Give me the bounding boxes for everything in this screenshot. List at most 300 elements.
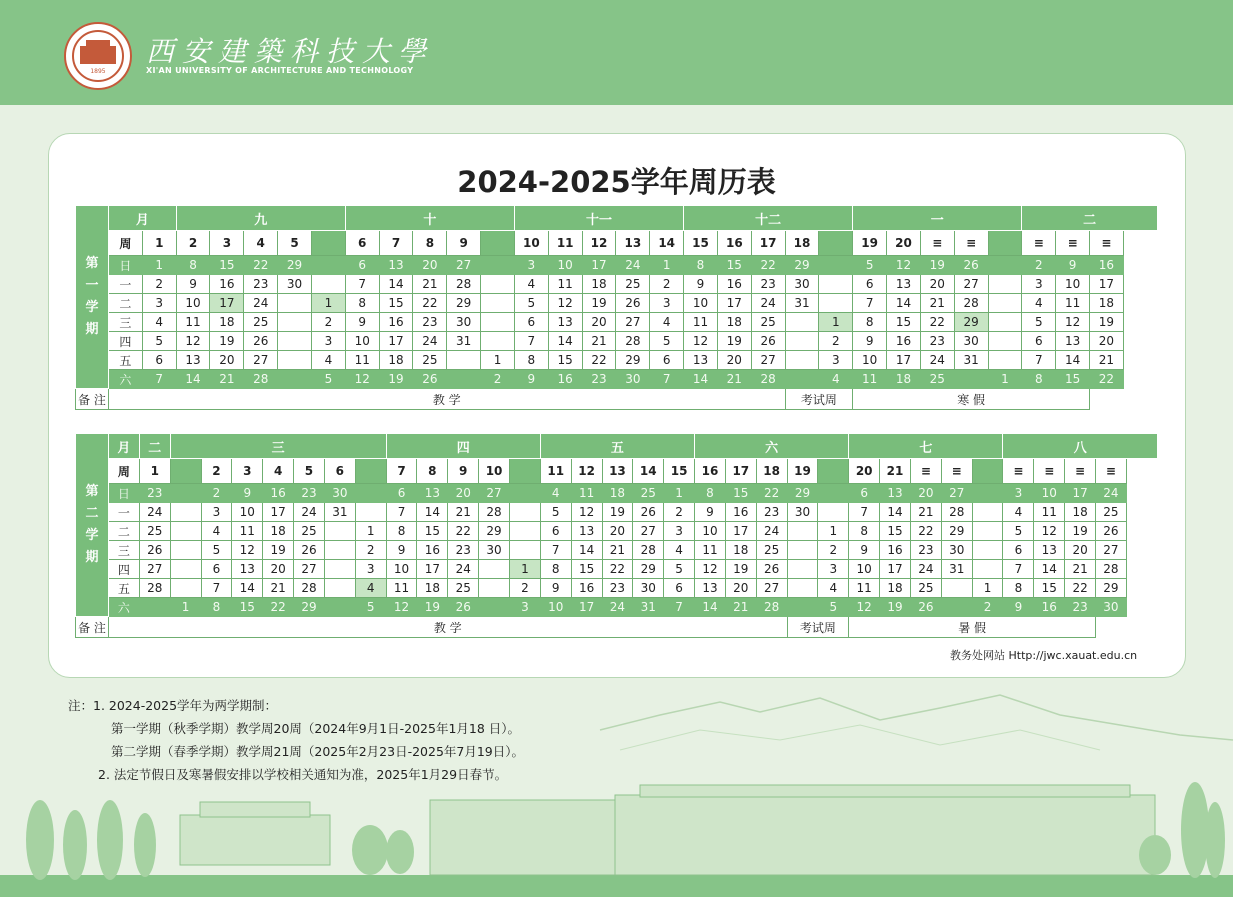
date-cell: 6 <box>514 313 548 332</box>
date-cell: 14 <box>176 370 210 389</box>
date-cell: 13 <box>1034 541 1065 560</box>
date-cell <box>818 484 849 503</box>
date-cell: 30 <box>324 484 355 503</box>
remark-teaching: 教 学 <box>109 389 786 410</box>
date-cell: 1 <box>481 351 515 370</box>
week-number: 3 <box>232 459 263 484</box>
remark-vacation: 寒 假 <box>853 389 1090 410</box>
week-number: 19 <box>853 231 887 256</box>
date-cell: 20 <box>448 484 479 503</box>
week-number: 21 <box>880 459 911 484</box>
date-cell: 25 <box>448 579 479 598</box>
month-header: 十二 <box>684 206 853 231</box>
date-cell <box>988 351 1022 370</box>
date-cell: 8 <box>345 294 379 313</box>
date-cell <box>479 579 510 598</box>
date-cell: 20 <box>582 313 616 332</box>
date-cell: 14 <box>417 503 448 522</box>
date-cell: 9 <box>540 579 571 598</box>
month-header: 十一 <box>514 206 683 231</box>
date-cell: 22 <box>1090 370 1124 389</box>
date-cell <box>278 313 312 332</box>
date-cell: 28 <box>633 541 664 560</box>
date-cell: 8 <box>201 598 232 617</box>
date-cell: 16 <box>548 370 582 389</box>
date-cell <box>954 370 988 389</box>
date-cell: 27 <box>954 275 988 294</box>
date-cell: 1 <box>972 579 1003 598</box>
date-cell: 27 <box>751 351 785 370</box>
week-number <box>972 459 1003 484</box>
date-cell: 16 <box>880 541 911 560</box>
month-header: 二 <box>139 434 170 459</box>
date-cell: 30 <box>616 370 650 389</box>
date-cell: 29 <box>479 522 510 541</box>
date-cell: 11 <box>1056 294 1090 313</box>
remark-exam-week: 考试周 <box>787 617 849 638</box>
date-cell: 9 <box>386 541 417 560</box>
date-cell: 17 <box>263 503 294 522</box>
date-cell: 18 <box>210 313 244 332</box>
date-cell: 22 <box>910 522 941 541</box>
date-cell <box>481 332 515 351</box>
date-cell: 10 <box>540 598 571 617</box>
date-cell: 5 <box>540 503 571 522</box>
date-cell: 2 <box>509 579 540 598</box>
date-cell: 7 <box>345 275 379 294</box>
date-cell: 15 <box>717 256 751 275</box>
remark-vacation: 暑 假 <box>849 617 1096 638</box>
week-number: ≡ <box>1034 459 1065 484</box>
date-cell: 4 <box>355 579 386 598</box>
date-cell <box>481 313 515 332</box>
date-cell: 17 <box>582 256 616 275</box>
date-cell: 19 <box>1065 522 1096 541</box>
date-cell: 10 <box>548 256 582 275</box>
date-cell: 15 <box>725 484 756 503</box>
date-cell: 21 <box>717 370 751 389</box>
weekday-label: 六 <box>109 370 143 389</box>
date-cell: 2 <box>355 541 386 560</box>
date-cell <box>278 370 312 389</box>
week-number: ≡ <box>1065 459 1096 484</box>
date-cell: 29 <box>616 351 650 370</box>
date-cell: 3 <box>650 294 684 313</box>
date-cell: 12 <box>548 294 582 313</box>
date-cell: 13 <box>695 579 726 598</box>
date-cell: 4 <box>664 541 695 560</box>
date-cell: 12 <box>1056 313 1090 332</box>
date-cell: 5 <box>311 370 345 389</box>
date-cell: 26 <box>244 332 278 351</box>
date-cell: 19 <box>379 370 413 389</box>
date-cell: 7 <box>386 503 417 522</box>
date-cell: 1 <box>650 256 684 275</box>
date-cell: 12 <box>571 503 602 522</box>
date-cell: 27 <box>139 560 170 579</box>
date-cell: 14 <box>548 332 582 351</box>
date-cell: 17 <box>887 351 921 370</box>
date-cell: 26 <box>139 541 170 560</box>
date-cell: 25 <box>413 351 447 370</box>
date-cell: 24 <box>756 522 787 541</box>
date-cell: 30 <box>479 541 510 560</box>
week-number: 17 <box>751 231 785 256</box>
website-link[interactable]: 教务处网站 Http://jwc.xauat.edu.cn <box>950 649 1138 662</box>
week-number: ≡ <box>941 459 972 484</box>
date-cell: 4 <box>650 313 684 332</box>
week-number: ≡ <box>1022 231 1056 256</box>
date-cell: 15 <box>548 351 582 370</box>
date-cell: 3 <box>311 332 345 351</box>
date-cell: 23 <box>244 275 278 294</box>
date-cell: 18 <box>417 579 448 598</box>
date-cell: 13 <box>379 256 413 275</box>
date-cell: 4 <box>1022 294 1056 313</box>
date-cell: 10 <box>695 522 726 541</box>
date-cell: 31 <box>633 598 664 617</box>
date-cell: 23 <box>139 484 170 503</box>
date-cell <box>170 560 201 579</box>
date-cell: 30 <box>941 541 972 560</box>
month-header: 七 <box>849 434 1003 459</box>
date-cell: 17 <box>717 294 751 313</box>
date-cell: 1 <box>988 370 1022 389</box>
date-cell: 23 <box>448 541 479 560</box>
date-cell: 15 <box>379 294 413 313</box>
date-cell: 24 <box>910 560 941 579</box>
date-cell: 9 <box>1056 256 1090 275</box>
week-number: 18 <box>756 459 787 484</box>
date-cell: 1 <box>142 256 176 275</box>
date-cell: 16 <box>717 275 751 294</box>
date-cell: 12 <box>176 332 210 351</box>
date-cell: 21 <box>413 275 447 294</box>
month-header: 二 <box>1022 206 1158 231</box>
date-cell: 29 <box>785 256 819 275</box>
week-number: 20 <box>887 231 921 256</box>
week-number <box>988 231 1022 256</box>
week-number <box>170 459 201 484</box>
date-cell: 15 <box>887 313 921 332</box>
date-cell <box>787 522 818 541</box>
date-cell: 17 <box>880 560 911 579</box>
date-cell: 18 <box>887 370 921 389</box>
date-cell: 20 <box>717 351 751 370</box>
date-cell <box>479 598 510 617</box>
date-cell: 26 <box>756 560 787 579</box>
date-cell <box>972 503 1003 522</box>
date-cell: 9 <box>345 313 379 332</box>
week-number: 17 <box>725 459 756 484</box>
date-cell: 6 <box>1022 332 1056 351</box>
date-cell: 15 <box>232 598 263 617</box>
date-cell <box>481 256 515 275</box>
date-cell: 5 <box>201 541 232 560</box>
date-cell: 30 <box>954 332 988 351</box>
date-cell: 28 <box>954 294 988 313</box>
note-line: 第二学期（春季学期）教学周21周（2025年2月23日-2025年7月19日）。 <box>111 744 525 759</box>
week-number: ≡ <box>1003 459 1034 484</box>
week-number: 14 <box>650 231 684 256</box>
date-cell: 31 <box>785 294 819 313</box>
week-number <box>509 459 540 484</box>
date-cell: 8 <box>1003 579 1034 598</box>
week-number: 16 <box>717 231 751 256</box>
date-cell: 25 <box>139 522 170 541</box>
date-cell: 11 <box>853 370 887 389</box>
date-cell: 31 <box>447 332 481 351</box>
date-cell <box>819 256 853 275</box>
date-cell: 19 <box>602 503 633 522</box>
date-cell: 16 <box>1090 256 1124 275</box>
date-cell <box>785 370 819 389</box>
date-cell <box>278 294 312 313</box>
date-cell: 22 <box>751 256 785 275</box>
date-cell: 4 <box>311 351 345 370</box>
date-cell <box>972 522 1003 541</box>
week-number: ≡ <box>954 231 988 256</box>
date-cell: 19 <box>725 560 756 579</box>
date-cell: 16 <box>725 503 756 522</box>
date-cell: 17 <box>210 294 244 313</box>
date-cell: 4 <box>1003 503 1034 522</box>
date-cell: 8 <box>695 484 726 503</box>
date-cell: 15 <box>880 522 911 541</box>
date-cell: 29 <box>278 256 312 275</box>
date-cell: 1 <box>818 522 849 541</box>
date-cell <box>139 598 170 617</box>
date-cell <box>509 541 540 560</box>
week-number: 10 <box>514 231 548 256</box>
date-cell: 14 <box>571 541 602 560</box>
date-cell: 28 <box>447 275 481 294</box>
week-number: 9 <box>447 231 481 256</box>
date-cell: 29 <box>1096 579 1127 598</box>
date-cell: 28 <box>294 579 325 598</box>
month-header: 一 <box>853 206 1022 231</box>
date-cell: 5 <box>142 332 176 351</box>
date-cell: 14 <box>684 370 718 389</box>
date-cell <box>787 541 818 560</box>
date-cell <box>170 541 201 560</box>
date-cell <box>355 484 386 503</box>
date-cell: 26 <box>1096 522 1127 541</box>
week-number: ≡ <box>1096 459 1127 484</box>
date-cell <box>481 275 515 294</box>
date-cell <box>479 560 510 579</box>
date-cell: 12 <box>232 541 263 560</box>
week-number: 5 <box>278 231 312 256</box>
week-number: 6 <box>345 231 379 256</box>
date-cell <box>311 256 345 275</box>
date-cell: 14 <box>887 294 921 313</box>
date-cell: 12 <box>386 598 417 617</box>
date-cell: 8 <box>540 560 571 579</box>
date-cell <box>785 313 819 332</box>
date-cell: 24 <box>294 503 325 522</box>
date-cell: 16 <box>379 313 413 332</box>
date-cell <box>278 351 312 370</box>
date-cell: 26 <box>413 370 447 389</box>
month-header: 三 <box>170 434 386 459</box>
date-cell: 7 <box>142 370 176 389</box>
date-cell: 22 <box>413 294 447 313</box>
weekday-label: 三 <box>109 313 143 332</box>
date-cell: 27 <box>941 484 972 503</box>
date-cell: 18 <box>725 541 756 560</box>
date-cell: 30 <box>787 503 818 522</box>
date-cell: 17 <box>1090 275 1124 294</box>
date-cell: 1 <box>509 560 540 579</box>
date-cell: 5 <box>355 598 386 617</box>
date-cell: 16 <box>1034 598 1065 617</box>
date-cell: 2 <box>818 541 849 560</box>
week-number <box>311 231 345 256</box>
week-number <box>819 231 853 256</box>
date-cell: 29 <box>633 560 664 579</box>
date-cell: 13 <box>176 351 210 370</box>
date-cell <box>819 275 853 294</box>
date-cell: 13 <box>887 275 921 294</box>
date-cell: 14 <box>1034 560 1065 579</box>
date-cell: 16 <box>417 541 448 560</box>
date-cell: 21 <box>1065 560 1096 579</box>
date-cell: 23 <box>910 541 941 560</box>
month-header: 九 <box>176 206 345 231</box>
date-cell: 20 <box>1065 541 1096 560</box>
date-cell: 19 <box>880 598 911 617</box>
weekday-label: 四 <box>109 332 143 351</box>
date-cell: 6 <box>853 275 887 294</box>
date-cell: 3 <box>201 503 232 522</box>
week-number: 3 <box>210 231 244 256</box>
date-cell: 6 <box>540 522 571 541</box>
date-cell: 23 <box>1065 598 1096 617</box>
date-cell: 31 <box>941 560 972 579</box>
date-cell: 24 <box>751 294 785 313</box>
header-banner <box>0 0 1233 105</box>
date-cell <box>785 332 819 351</box>
date-cell: 21 <box>582 332 616 351</box>
date-cell: 2 <box>650 275 684 294</box>
date-cell: 19 <box>417 598 448 617</box>
date-cell <box>311 275 345 294</box>
date-cell: 23 <box>751 275 785 294</box>
semester-label: 第 一 学 期 <box>76 206 109 389</box>
week-number: 2 <box>201 459 232 484</box>
date-cell: 9 <box>849 541 880 560</box>
week-number: 13 <box>616 231 650 256</box>
date-cell: 10 <box>684 294 718 313</box>
date-cell: 25 <box>633 484 664 503</box>
date-cell: 26 <box>448 598 479 617</box>
date-cell: 3 <box>1022 275 1056 294</box>
date-cell: 14 <box>232 579 263 598</box>
date-cell: 9 <box>853 332 887 351</box>
date-cell: 19 <box>920 256 954 275</box>
date-cell: 28 <box>479 503 510 522</box>
week-number: 9 <box>448 459 479 484</box>
week-number <box>818 459 849 484</box>
week-number: 8 <box>417 459 448 484</box>
date-cell: 5 <box>853 256 887 275</box>
remark-exam-week: 考试周 <box>785 389 853 410</box>
date-cell: 23 <box>756 503 787 522</box>
date-cell: 16 <box>887 332 921 351</box>
date-cell: 28 <box>1096 560 1127 579</box>
date-cell: 10 <box>853 351 887 370</box>
date-cell: 13 <box>417 484 448 503</box>
date-cell: 20 <box>263 560 294 579</box>
date-cell: 21 <box>910 503 941 522</box>
date-cell: 20 <box>413 256 447 275</box>
date-cell: 22 <box>602 560 633 579</box>
date-cell: 11 <box>345 351 379 370</box>
semester2-calendar <box>75 433 1158 638</box>
date-cell: 28 <box>751 370 785 389</box>
date-cell: 7 <box>514 332 548 351</box>
date-cell: 5 <box>818 598 849 617</box>
date-cell: 10 <box>1034 484 1065 503</box>
date-cell <box>170 484 201 503</box>
date-cell: 14 <box>880 503 911 522</box>
date-cell: 12 <box>849 598 880 617</box>
date-cell: 4 <box>818 579 849 598</box>
date-cell: 8 <box>1022 370 1056 389</box>
date-cell <box>509 522 540 541</box>
date-cell: 26 <box>616 294 650 313</box>
remarks-label: 备 注 <box>76 389 109 410</box>
weekday-label: 六 <box>109 598 140 617</box>
date-cell <box>819 294 853 313</box>
date-cell <box>988 294 1022 313</box>
date-cell: 7 <box>1003 560 1034 579</box>
date-cell: 28 <box>139 579 170 598</box>
note-line: 注：1. 2024-2025学年为两学期制： <box>68 698 278 713</box>
date-cell: 2 <box>311 313 345 332</box>
date-cell: 8 <box>849 522 880 541</box>
date-cell: 25 <box>756 541 787 560</box>
university-name-cn: 西安建築科技大學 <box>146 35 435 68</box>
date-cell: 11 <box>695 541 726 560</box>
date-cell: 2 <box>201 484 232 503</box>
date-cell: 4 <box>142 313 176 332</box>
date-cell: 7 <box>849 503 880 522</box>
date-cell <box>447 370 481 389</box>
date-cell: 18 <box>1065 503 1096 522</box>
date-cell: 6 <box>664 579 695 598</box>
date-cell: 6 <box>1003 541 1034 560</box>
date-cell: 25 <box>1096 503 1127 522</box>
date-cell: 25 <box>616 275 650 294</box>
weekday-label: 一 <box>109 275 143 294</box>
date-cell: 8 <box>684 256 718 275</box>
date-cell: 28 <box>756 598 787 617</box>
date-cell: 13 <box>880 484 911 503</box>
date-cell: 16 <box>263 484 294 503</box>
date-cell: 10 <box>386 560 417 579</box>
week-number: 6 <box>324 459 355 484</box>
date-cell: 21 <box>210 370 244 389</box>
date-cell: 8 <box>853 313 887 332</box>
date-cell: 15 <box>1034 579 1065 598</box>
date-cell: 19 <box>582 294 616 313</box>
weekday-label: 三 <box>109 541 140 560</box>
date-cell: 12 <box>887 256 921 275</box>
date-cell: 19 <box>263 541 294 560</box>
university-name-en: XI'AN UNIVERSITY OF ARCHITECTURE AND TECHNOLOGY <box>146 66 414 75</box>
